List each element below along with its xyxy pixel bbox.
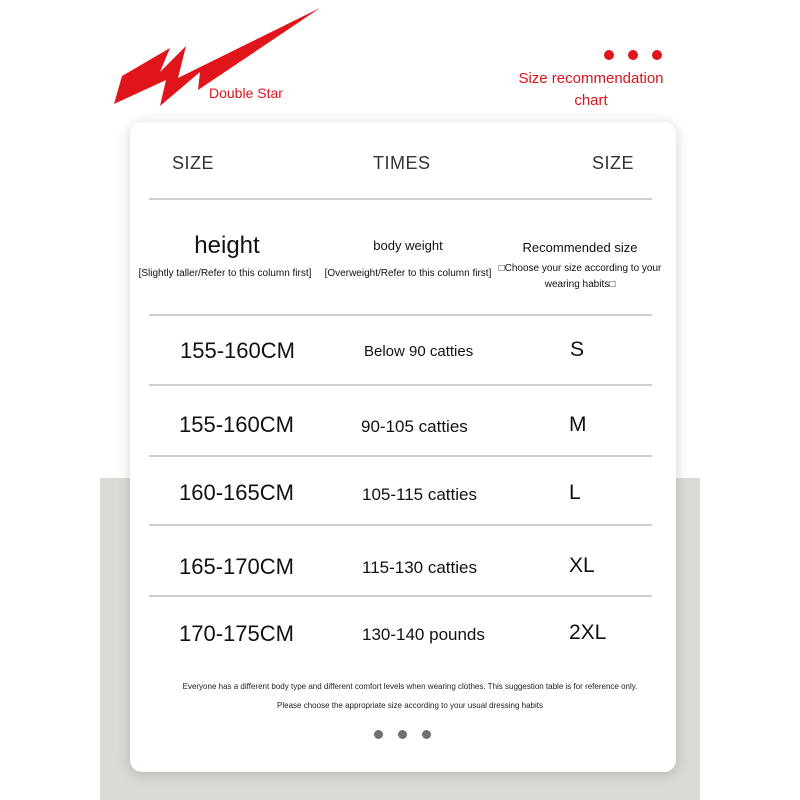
column-sub-height: [Slightly taller/Refer to this column first] [138,268,312,279]
decorative-dots-red [604,50,662,60]
column-title-height: height [194,232,260,259]
divider [149,595,652,597]
header-size-left: SIZE [172,153,215,173]
row-1-height: 155-160CM [180,338,295,363]
dot-icon [398,730,407,739]
column-title-size: Recommended size [522,240,638,255]
column-sub-size: □Choose your size according to your wearing habits□ [498,263,662,290]
header-size-right: SIZE [592,153,635,173]
divider [149,314,652,316]
row-2-weight: 90-105 catties [361,417,468,436]
row-1-weight: Below 90 catties [364,343,474,360]
divider [149,455,652,457]
row-4-weight: 115-130 catties [362,558,477,577]
header-times: TIMES [373,153,431,173]
note-line-2: Please choose the appropriate size according to your usual dressing habits [277,701,543,710]
row-2-height: 155-160CM [179,412,294,437]
divider [149,384,652,386]
dot-icon [374,730,383,739]
row-5-size: 2XL [569,621,607,644]
row-3-weight: 105-115 catties [362,485,477,504]
row-4-size: XL [569,554,595,577]
row-2-size: M [569,413,587,436]
chart-title: Size recommendation chart [518,70,664,109]
row-4-height: 165-170CM [179,554,294,579]
column-title-weight: body weight [373,238,443,253]
dot-icon [628,50,638,60]
dot-icon [652,50,662,60]
row-5-height: 170-175CM [179,621,294,646]
decorative-dots-grey [374,730,431,739]
size-chart-card [130,122,676,772]
column-sub-weight: [Overweight/Refer to this column first] [324,268,492,279]
row-1-size: S [570,338,585,361]
divider [149,524,652,526]
row-3-height: 160-165CM [179,480,294,505]
divider [149,198,652,200]
dot-icon [604,50,614,60]
brand-name: Double Star [209,85,283,101]
note-line-1: Everyone has a different body type and different comfort levels when wearing clothes. This suggestion table is for reference only. [182,682,638,691]
row-5-weight: 130-140 pounds [362,625,485,644]
row-3-size: L [569,481,581,504]
dot-icon [422,730,431,739]
